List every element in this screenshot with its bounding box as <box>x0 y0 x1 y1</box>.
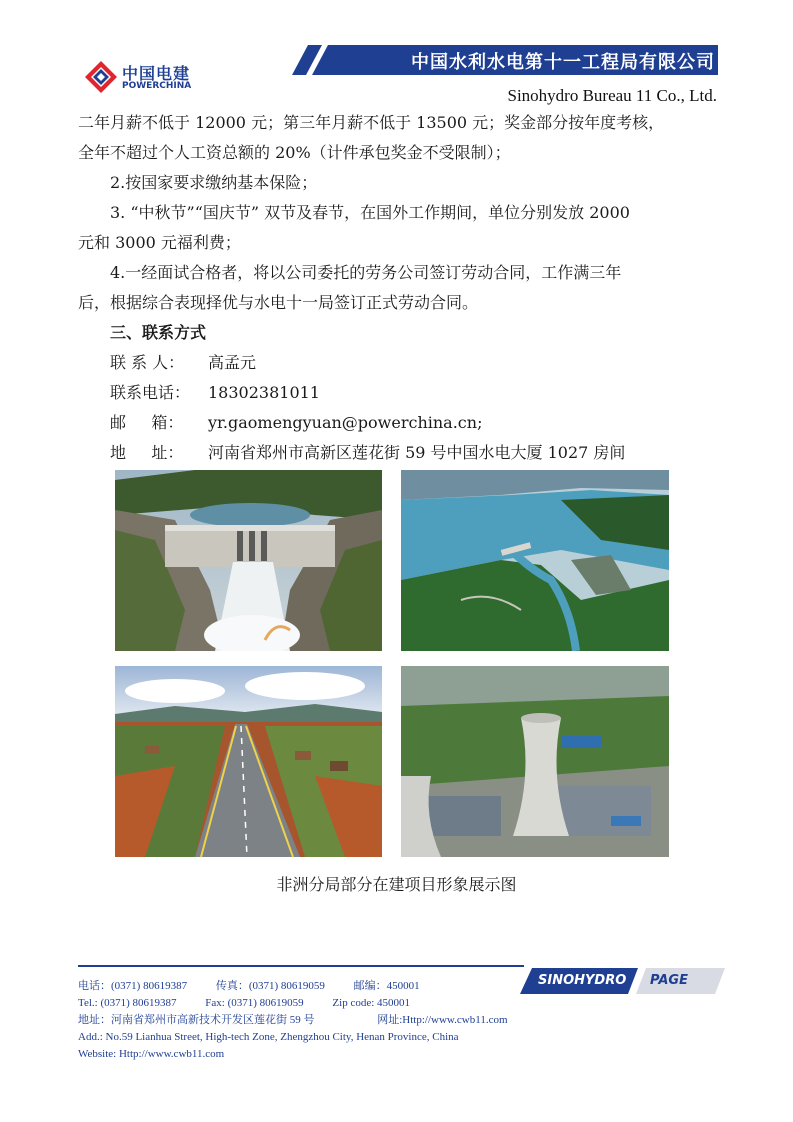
contact-label: 联系电话： <box>110 383 191 402</box>
contact-label: 地 址： <box>110 443 184 462</box>
contact-value: 河南省郑州市高新区莲花街 59 号中国水电大厦 1027 房间 <box>208 443 626 462</box>
contact-email-link[interactable]: yr.gaomengyuan@powerchina.cn; <box>208 413 483 432</box>
contact-value: 高孟元 <box>208 353 257 372</box>
salary-paragraph-line1: 二年月薪不低于 12000 元；第三年月薪不低于 13500 元；奖金部分按年度考核， <box>78 113 665 132</box>
contract-item-line1: 4.一经面试合格者，将以公司委托的劳务公司签订劳动合同，工作满三年 <box>110 263 622 282</box>
footer-fax-en: Fax: (0371) 80619059 <box>205 997 304 1009</box>
footer-fax-cn: 传真：(0371) 80619059 <box>215 980 325 992</box>
contact-phone-row <box>78 378 720 408</box>
contact-label: 邮 箱： <box>110 413 184 432</box>
contact-email-row <box>78 408 720 438</box>
contact-address-row <box>78 438 720 468</box>
footer-zip-cn: 邮编：450001 <box>353 980 420 992</box>
salary-paragraph-line2: 全年不超过个人工资总额的 20%（计件承包奖金不受限制）； <box>78 143 511 162</box>
footer-page-badge <box>520 968 725 994</box>
powerchina-logo-icon <box>84 60 118 94</box>
footer-rule <box>78 965 524 967</box>
photo-reservoir-aerial <box>401 470 669 651</box>
footer-phone-cn: 电话：(0371) 80619387 <box>78 980 188 992</box>
document-body <box>78 108 720 468</box>
footer-line-en-contacts <box>78 995 508 1012</box>
footer-phone-en: Tel.: (0371) 80619387 <box>78 997 177 1009</box>
insurance-item: 2.按国家要求缴纳基本保险； <box>110 173 318 192</box>
holiday-item-line1: 3. “中秋节”“国庆节” 双节及春节，在国外工作期间，单位分别发放 2000 <box>110 203 630 222</box>
contract-item-line2: 后，根据综合表现择优与水电十一局签订正式劳动合同。 <box>78 293 479 312</box>
company-name-chinese: 中国水利水电第十一工程局有限公司 <box>411 52 715 73</box>
footer-line-cn-contacts <box>78 978 508 995</box>
photo-road-construction <box>115 666 382 857</box>
photo-dam-spillway <box>115 470 382 651</box>
footer-address-cn: 地址：河南省郑州市高新技术开发区莲花街 59 号 <box>78 1014 315 1026</box>
contact-value: 18302381011 <box>208 383 320 402</box>
footer-zip-en: Zip code: 450001 <box>332 997 411 1009</box>
contact-person-row <box>78 348 720 378</box>
footer-website-en[interactable]: Website: Http://www.cwb11.com <box>78 1048 225 1060</box>
logo-english-text: POWERCHINA <box>122 81 192 91</box>
photo-caption: 非洲分局部分在建项目形象展示图 <box>276 875 517 894</box>
badge-brand-text: SINOHYDRO <box>538 973 627 988</box>
holiday-item-line2: 元和 3000 元福利费； <box>78 233 241 252</box>
photo-cooling-tower <box>401 666 669 857</box>
footer-address-en: Add.: No.59 Lianhua Street, High-tech Zone, Zhengzhou City, Henan Province, China <box>78 1031 459 1043</box>
section-title-contact: 三、联系方式 <box>110 323 207 342</box>
logo-chinese-text: 中国电建 <box>122 64 191 83</box>
badge-page-text: PAGE <box>650 973 688 988</box>
contact-label: 联 系 人： <box>110 353 185 372</box>
footer-line-address-cn <box>78 1012 508 1029</box>
footer-website-cn[interactable]: 网址:Http://www.cwb11.com <box>377 1014 508 1026</box>
company-name-english: Sinohydro Bureau 11 Co., Ltd. <box>507 86 717 105</box>
footer-contact-info <box>78 978 508 1063</box>
powerchina-logo <box>84 60 204 94</box>
